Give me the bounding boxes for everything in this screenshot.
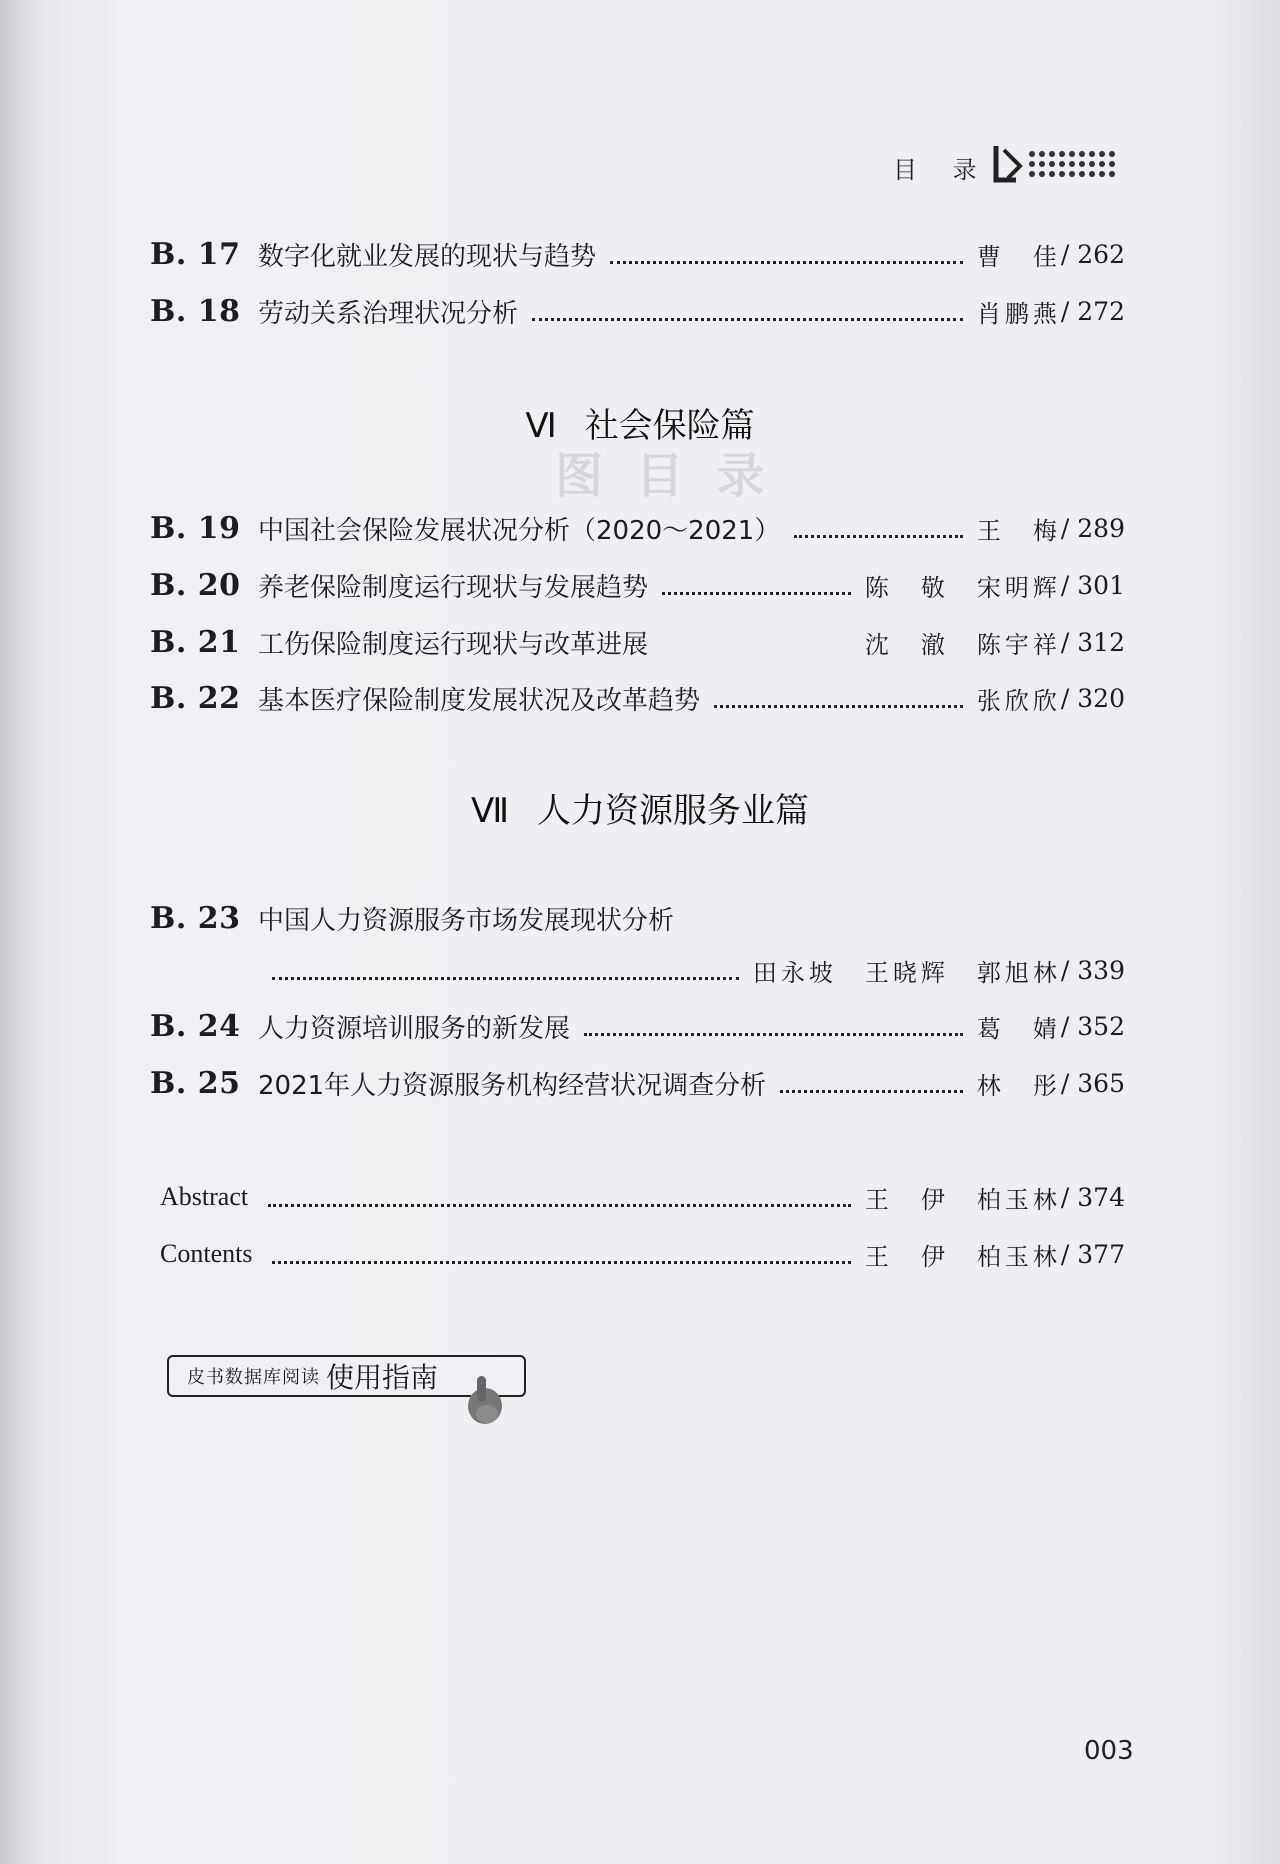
leader-dots [662,592,851,595]
entry-author: 沈 澈 陈宇祥 [864,630,1061,659]
section-heading-6 [0,398,1280,447]
leader-dots [268,1204,851,1207]
entry-page: / 301 [1060,570,1125,600]
page-number: 003 [1084,1736,1134,1766]
entry-title: 中国社会保险发展状况分析（2020～2021） [258,515,781,546]
entry-page: / 365 [1060,1068,1125,1098]
pointing-hand-icon [463,1370,507,1428]
section-roman: Ⅵ [525,406,557,446]
entry-page: / 312 [1060,627,1125,657]
series-logo-icon [990,140,1120,186]
entry-author: 王 伊 柏玉林 [864,1242,1061,1271]
entry-title: 数字化就业发展的现状与趋势 [258,241,597,272]
toc-entry-b24[interactable] [150,1006,1125,1046]
entry-title: 基本医疗保险制度发展状况及改革趋势 [258,685,701,716]
entry-page: / 272 [1060,296,1125,326]
entry-code: B. 17 [150,236,241,272]
leader-dots [532,318,963,321]
entry-title: 中国人力资源服务市场发展现状分析 [258,905,675,936]
entry-code: B. 21 [150,624,241,660]
entry-author: 曹 佳 [976,242,1061,271]
entry-page: / 320 [1060,683,1125,713]
leader-dots [610,261,963,264]
toc-entry-b23-continuation[interactable] [272,950,1125,990]
entry-page: / 339 [1060,955,1125,985]
leader-dots [794,535,963,538]
toc-entry-b20[interactable] [150,565,1125,605]
bleed-through-title: 图 目 录 [555,448,773,504]
section-roman: Ⅶ [470,791,510,831]
toc-entry-b22[interactable] [150,678,1125,718]
entry-code: B. 24 [150,1008,241,1044]
toc-entry-b19[interactable] [150,508,1125,548]
entry-code: B. 19 [150,510,241,546]
entry-page: / 289 [1060,513,1125,543]
entry-page: / 262 [1060,239,1125,269]
leader-dots [584,1033,963,1036]
entry-title: 人力资源培训服务的新发展 [258,1013,571,1044]
toc-entry-b21[interactable] [150,622,1125,662]
leader-dots [272,1261,850,1264]
entry-author: 林 彤 [976,1071,1061,1100]
entry-author: 张欣欣 [976,686,1061,715]
entry-code: B. 22 [150,680,241,716]
toc-entry-b18[interactable] [150,291,1125,331]
section-title: 人力资源服务业篇 [537,791,810,831]
entry-title: 劳动关系治理状况分析 [258,298,519,329]
entry-code: B. 20 [150,567,241,603]
entry-page: / 377 [1060,1239,1125,1269]
entry-label: Abstract [160,1182,249,1211]
entry-author: 陈 敬 宋明辉 [864,573,1061,602]
toc-entry-contents[interactable] [160,1234,1125,1274]
entry-author: 王 伊 柏玉林 [864,1185,1061,1214]
entry-author: 田永坡 王晓辉 郭旭林 [752,958,1061,987]
toc-entry-b23[interactable] [150,898,1125,938]
entry-label: Contents [160,1239,253,1268]
section-heading-7 [0,783,1280,832]
entry-page: / 352 [1060,1011,1125,1041]
entry-author: 葛 婧 [976,1014,1061,1043]
entry-title: 工伤保险制度运行现状与改革进展 [258,629,649,660]
section-title: 社会保险篇 [584,406,755,446]
toc-entry-abstract[interactable] [160,1177,1125,1217]
guide-big-text: 使用指南 [326,1361,439,1394]
toc-entry-b25[interactable] [150,1063,1125,1103]
leader-dots [272,977,739,980]
entry-code: B. 18 [150,293,241,329]
leader-dots [714,705,963,708]
leader-dots [780,1090,963,1093]
guide-small-text: 皮书数据库阅读 [187,1367,320,1388]
entry-code: B. 23 [150,900,241,936]
entry-author: 肖鹏燕 [976,299,1061,328]
entry-title: 养老保险制度运行现状与发展趋势 [258,572,649,603]
entry-title: 2021年人力资源服务机构经营状况调查分析 [258,1070,767,1101]
entry-author: 王 梅 [976,516,1061,545]
toc-entry-b17[interactable] [150,234,1125,274]
entry-code: B. 25 [150,1065,241,1101]
entry-page: / 374 [1060,1182,1125,1212]
running-header: 目 录 [893,156,991,184]
